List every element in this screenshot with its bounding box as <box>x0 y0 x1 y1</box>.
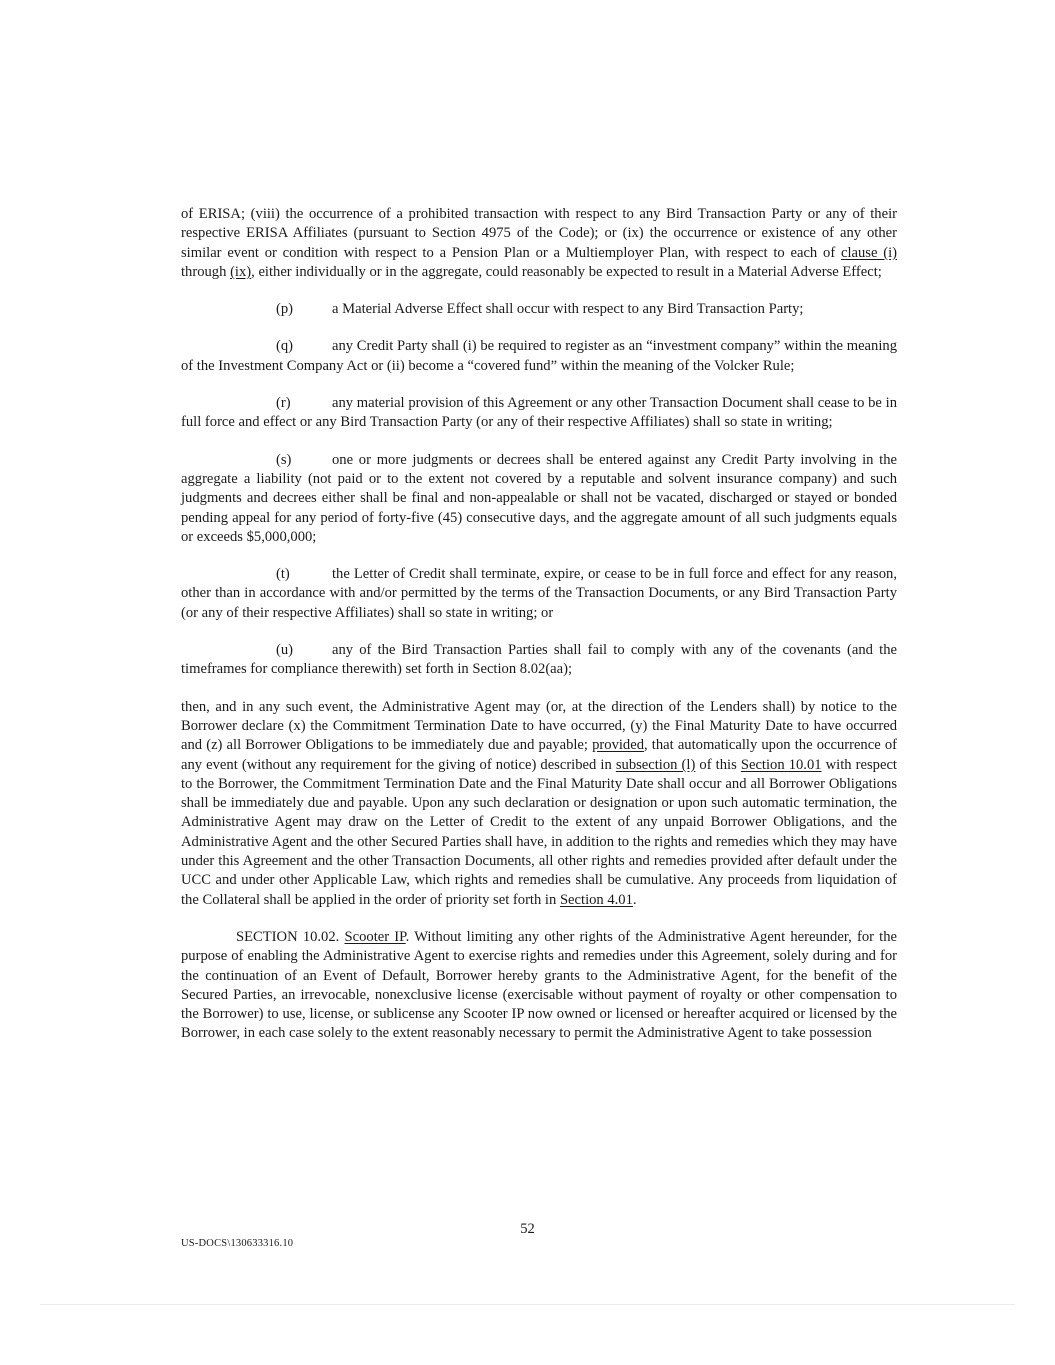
paragraph-u <box>181 641 897 680</box>
cross-reference: subsection (l) <box>615 756 696 773</box>
paragraph-text: then, and in any such event, the Administrative Agent may (or, at the direction of the Lenders shall) by notice to the Borrower declare (x) the Commitment Termination Date to have occurred, (y) the Final Maturity Date to have occurred and (z) all Borrower Obligations to be immediately due and payable; <box>181 698 897 754</box>
paragraph-text: , that automatically upon the occurrence of any event (without any requirement for the giving of notice) described in <box>181 737 897 773</box>
paragraph-text: of ERISA; (viii) the occurrence of a prohibited transaction with respect to any Bird Transaction Party or any of their respective ERISA Affiliates (pursuant to Section 4975 of the Code); or (ix) the occurrence or existence of any other similar event or condition with respect to a Pension Plan or a Multiemployer Plan, with respect to each of <box>181 206 897 261</box>
paragraph-r <box>181 394 897 433</box>
document-id: US-DOCS\130633316.10 <box>181 1238 294 1249</box>
paragraph-t <box>181 565 897 623</box>
paragraph-text: the Letter of Credit shall terminate, expire, or cease to be in full force and effect for any reason, other than in accordance with and/or permitted by the terms of the Transaction Documents, or any Bird Transaction Party (or any of their respective Affiliates) shall so state in writing; or <box>181 566 897 621</box>
defined-term: provided <box>592 737 644 754</box>
paragraph-text: . Without limiting any other rights of the Administrative Agent hereunder, for the purpose of enabling the Administrative Agent to exercise rights and remedies under this Agreement, solely during and for the continuation of an Event of Default, Borrower hereby grants to the Administrative Agent, for the benefit of the Secured Parties, an irrevocable, nonexclusive license (exercisable without payment of royalty or other compensation to the Borrower) to use, license, or sublicense any Scooter IP now owned or licensed or hereafter acquired or licensed by the Borrower, in each case solely to the extent reasonably necessary to permit the Administrative Agent to take possession <box>181 928 897 1042</box>
section-10-02 <box>181 928 897 1044</box>
clause-label: (p) <box>276 301 294 318</box>
clause-label: (r) <box>276 395 291 412</box>
page-bottom-divider <box>40 1304 1015 1305</box>
paragraph-text: any of the Bird Transaction Parties shall fail to comply with any of the covenants (and the timeframes for compliance therewith) set forth in Section 8.02(aa); <box>181 642 897 678</box>
page-number: 52 <box>520 1221 535 1237</box>
clause-label: (u) <box>276 642 294 659</box>
paragraph-text: any material provision of this Agreement or any other Transaction Document shall cease to be in full force and effect or any Bird Transaction Party (or any of their respective Affiliates) shall so state in writing; <box>181 395 897 431</box>
paragraph-p <box>181 300 897 319</box>
clause-label: (t) <box>276 566 290 583</box>
cross-reference: clause (i) <box>840 244 897 261</box>
paragraph-text: with respect to the Borrower, the Commitment Termination Date and the Final Maturity Date shall occur and all Borrower Obligations shall be immediately due and payable. Upon any such declaration or designation or upon such automatic termination, the Administrative Agent may draw on the Letter of Credit to the extent of any unpaid Borrower Obligations, and the Administrative Agent and the other Secured Parties shall have, in addition to the rights and remedies which they may have under this Agreement and the other Transaction Documents, all other rights and remedies provided after default under the UCC and under other Applicable Law, which rights and remedies shall be cumulative. Any proceeds from liquidation of the Collateral shall be applied in the order of priority set forth in <box>181 756 897 908</box>
paragraph-then <box>181 698 897 910</box>
paragraph-text: through <box>181 263 231 280</box>
clause-label: (s) <box>276 451 292 468</box>
paragraph-text: of this <box>695 756 741 773</box>
clause-label: (q) <box>276 338 294 355</box>
section-heading: SECTION 10.02. <box>236 928 340 945</box>
cross-reference: Section 10.01 <box>740 756 822 773</box>
paragraph-s <box>181 451 897 547</box>
paragraph-text: one or more judgments or decrees shall be entered against any Credit Party involving in the aggregate a liability (not paid or to the extent not covered by a reputable and solvent insurance company) and such judgments and decrees either shall be final and non-appealable or shall not be vacated, discharged or stayed or bonded pending appeal for any period of forty-five (45) consecutive days, and the aggregate amount of all such judgments equals or exceeds $5,000,000; <box>181 451 897 545</box>
paragraph-text: a Material Adverse Effect shall occur with respect to any Bird Transaction Party; <box>332 301 804 318</box>
paragraph-text: any Credit Party shall (i) be required to register as an “investment company” within the meaning of the Investment Company Act or (ii) become a “covered fund” within the meaning of the Volcker Rule; <box>181 338 897 374</box>
cross-reference: (ix) <box>230 263 252 280</box>
document-body <box>181 205 897 1062</box>
cross-reference: Section 4.01 <box>559 891 633 908</box>
paragraph-text: , either individually or in the aggregate, could reasonably be expected to result in a Material Adverse Effect; <box>251 263 882 280</box>
paragraph-o-continued <box>181 205 897 282</box>
paragraph-text: . <box>632 891 637 908</box>
section-title: Scooter IP <box>344 928 406 945</box>
paragraph-q <box>181 337 897 376</box>
